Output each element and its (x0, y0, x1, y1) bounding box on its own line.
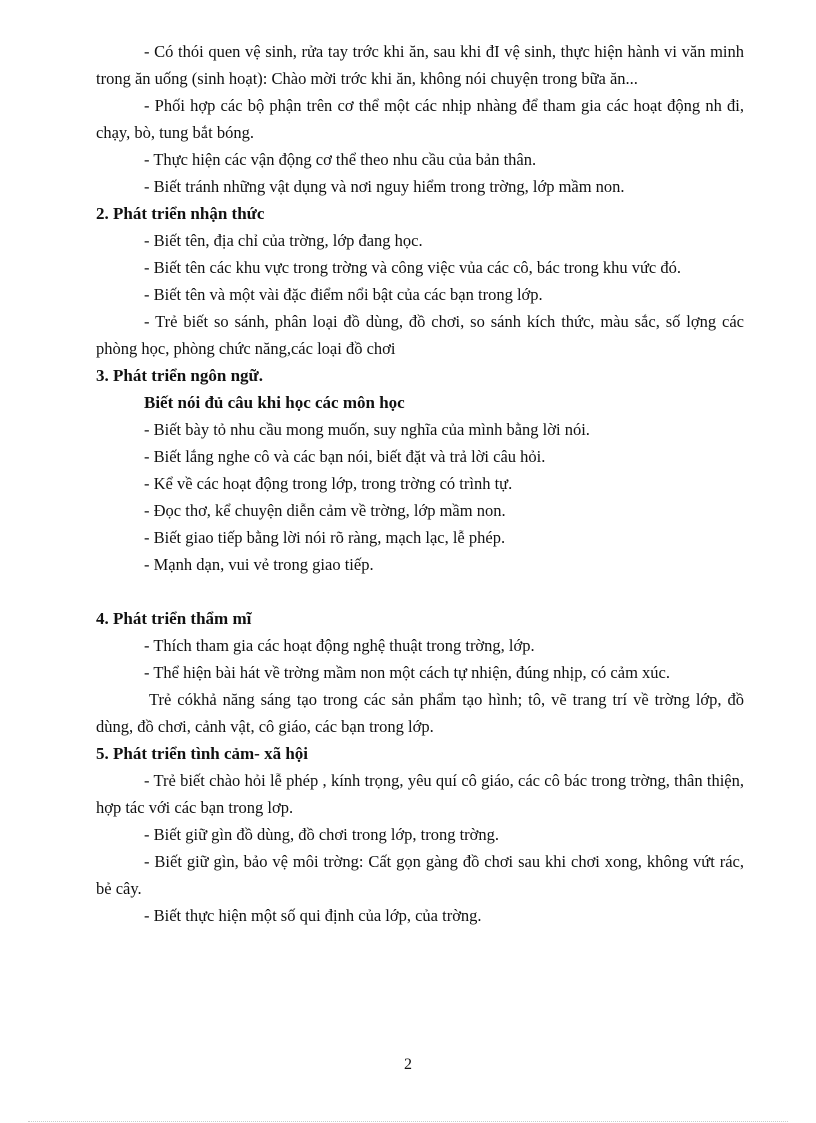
section-heading: 2. Phát triển nhận thức (96, 204, 265, 223)
paragraph: - Biết tên các khu vực trong trờng và công việc vủa các cô, bác trong khu vức đó. (144, 258, 682, 277)
page-number: 2 (404, 1056, 412, 1073)
paragraph: - Biết giữ gìn đồ dùng, đồ chơi trong lớp, trong trờng. (144, 825, 500, 844)
paragraph: Trẻ cókhả năng sáng tạo trong các sản phẩm tạo hình; tô, vẽ trang trí về trờng lớp, đồ dùng, đồ chơi, cảnh vật, cô giáo, các bạn trong lớp. (96, 690, 744, 736)
paragraph: - Đọc thơ, kể chuyện diễn cảm về trờng, lớp mầm non. (144, 501, 506, 520)
paragraph: - Mạnh dạn, vui vẻ trong giao tiếp. (144, 555, 374, 574)
paragraph: - Trẻ biết chào hỏi lễ phép , kính trọng, yêu quí cô giáo, các cô bác trong trờng, thân thiện, hợp tác với các bạn trong lơp. (96, 771, 744, 817)
paragraph: - Trẻ biết so sánh, phân loại đồ dùng, đồ chơi, so sánh kích thức, màu sắc, số lợng các phòng học, phòng chức năng,các loại đồ chơi (96, 312, 744, 358)
paragraph: - Biết giao tiếp bằng lời nói rõ ràng, mạch lạc, lễ phép. (144, 528, 506, 547)
paragraph: - Có thói quen vệ sinh, rửa tay trớc khi ăn, sau khi đI vệ sinh, thực hiện hành vi văn minh trong ăn uống (sinh hoạt): Chào mời trớc khi ăn, không nói chuyện trong bữa ăn... (96, 42, 744, 88)
paragraph: - Thích tham gia các hoạt động nghệ thuật trong trờng, lớp. (144, 636, 535, 655)
paragraph: - Biết tránh những vật dụng và nơi nguy hiểm trong trờng, lớp mầm non. (144, 177, 625, 196)
paragraph: - Biết bày tỏ nhu cầu mong muốn, suy nghĩa của mình bằng lời nói. (144, 420, 590, 439)
page-bottom-divider (28, 1121, 788, 1122)
paragraph: - Thực hiện các vận động cơ thể theo nhu cầu của bản thân. (144, 150, 537, 169)
paragraph: - Kể về các hoạt động trong lớp, trong trờng có trình tự. (144, 474, 513, 493)
paragraph: - Biết tên và một vài đặc điểm nổi bật của các bạn trong lớp. (144, 285, 543, 304)
paragraph: - Biết lắng nghe cô và các bạn nói, biết đặt và trả lời câu hỏi. (144, 447, 546, 466)
paragraph: - Biết thực hiện một số qui định của lớp, của trờng. (144, 906, 482, 925)
section-heading: 4. Phát triển thẩm mĩ (96, 609, 252, 628)
paragraph: - Biết tên, địa chỉ của trờng, lớp đang học. (144, 231, 423, 250)
paragraph: - Phối hợp các bộ phận trên cơ thể một các nhịp nhàng để tham gia các hoạt động nh đi, chạy, bò, tung bắt bóng. (96, 96, 744, 142)
section-heading: 3. Phát triển ngôn ngữ. (96, 366, 263, 385)
document-body (96, 38, 744, 929)
blank-line (96, 578, 744, 605)
paragraph: - Thể hiện bài hát về trờng mầm non một cách tự nhiện, đúng nhịp, có cảm xúc. (144, 663, 670, 682)
paragraph: - Biết giữ gìn, bảo vệ môi trờng: Cất gọn gàng đồ chơi sau khi chơi xong, không vứt rác, bẻ cây. (96, 852, 744, 898)
section-subheading: Biết nói đủ câu khi học các môn học (144, 393, 405, 412)
section-heading: 5. Phát triển tình cảm- xã hội (96, 744, 309, 763)
